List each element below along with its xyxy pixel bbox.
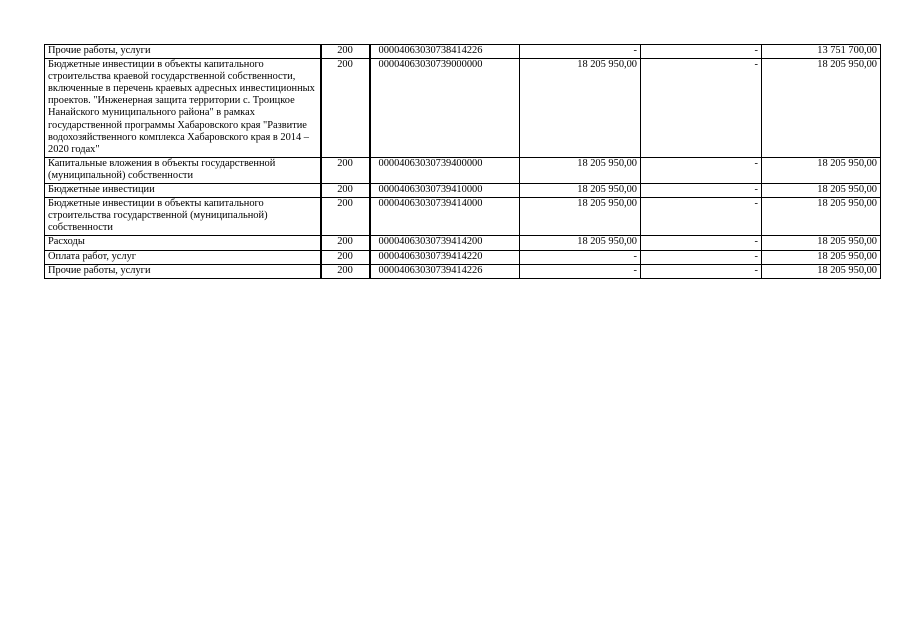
cell-remainder: 18 205 950,00 [762, 264, 881, 278]
cell-executed: - [641, 264, 762, 278]
table-row [45, 236, 881, 250]
cell-line-code: 200 [321, 59, 370, 158]
table-row [45, 59, 881, 158]
cell-executed: - [641, 236, 762, 250]
cell-remainder: 18 205 950,00 [762, 250, 881, 264]
cell-name: Прочие работы, услуги [45, 45, 321, 59]
cell-executed: - [641, 184, 762, 198]
cell-remainder: 18 205 950,00 [762, 236, 881, 250]
cell-approved: 18 205 950,00 [520, 236, 641, 250]
cell-remainder: 18 205 950,00 [762, 198, 881, 236]
cell-approved: 18 205 950,00 [520, 59, 641, 158]
cell-name: Расходы [45, 236, 321, 250]
table-row [45, 250, 881, 264]
cell-approved: - [520, 264, 641, 278]
cell-remainder: 18 205 950,00 [762, 59, 881, 158]
cell-approved: 18 205 950,00 [520, 157, 641, 183]
cell-remainder: 13 751 700,00 [762, 45, 881, 59]
cell-remainder: 18 205 950,00 [762, 184, 881, 198]
cell-classification-code: 00004063030739400000 [370, 157, 520, 183]
cell-remainder: 18 205 950,00 [762, 157, 881, 183]
cell-classification-code: 00004063030738414226 [370, 45, 520, 59]
table-row [45, 184, 881, 198]
table-row [45, 45, 881, 59]
cell-name: Оплата работ, услуг [45, 250, 321, 264]
cell-name: Бюджетные инвестиции в объекты капитального строительства краевой государственной собственности, включенные в перечень краевых адресных инвестиционных проектов. "Инженерная защита территории с. Троицкое Нанайского муниципального района" в рамках государственной программы Хабаровского края "Развитие водохозяйственного комплекса Хабаровского края в 2014 – 2020 годах" [45, 59, 321, 158]
cell-classification-code: 00004063030739410000 [370, 184, 520, 198]
cell-executed: - [641, 198, 762, 236]
cell-line-code: 200 [321, 45, 370, 59]
cell-name: Прочие работы, услуги [45, 264, 321, 278]
cell-line-code: 200 [321, 236, 370, 250]
table-row [45, 157, 881, 183]
cell-approved: 18 205 950,00 [520, 184, 641, 198]
cell-executed: - [641, 45, 762, 59]
cell-line-code: 200 [321, 250, 370, 264]
cell-line-code: 200 [321, 264, 370, 278]
cell-classification-code: 00004063030739414000 [370, 198, 520, 236]
cell-approved: - [520, 250, 641, 264]
cell-name: Капитальные вложения в объекты государственной (муниципальной) собственности [45, 157, 321, 183]
cell-executed: - [641, 59, 762, 158]
cell-approved: 18 205 950,00 [520, 198, 641, 236]
cell-classification-code: 00004063030739000000 [370, 59, 520, 158]
cell-line-code: 200 [321, 198, 370, 236]
table-row [45, 198, 881, 236]
cell-classification-code: 00004063030739414200 [370, 236, 520, 250]
table-row [45, 264, 881, 278]
cell-classification-code: 00004063030739414226 [370, 264, 520, 278]
budget-table [44, 44, 881, 279]
cell-classification-code: 00004063030739414220 [370, 250, 520, 264]
cell-name: Бюджетные инвестиции в объекты капитального строительства государственной (муниципальной) собственности [45, 198, 321, 236]
cell-line-code: 200 [321, 157, 370, 183]
cell-executed: - [641, 250, 762, 264]
cell-name: Бюджетные инвестиции [45, 184, 321, 198]
cell-approved: - [520, 45, 641, 59]
cell-executed: - [641, 157, 762, 183]
budget-table-body [45, 45, 881, 279]
cell-line-code: 200 [321, 184, 370, 198]
